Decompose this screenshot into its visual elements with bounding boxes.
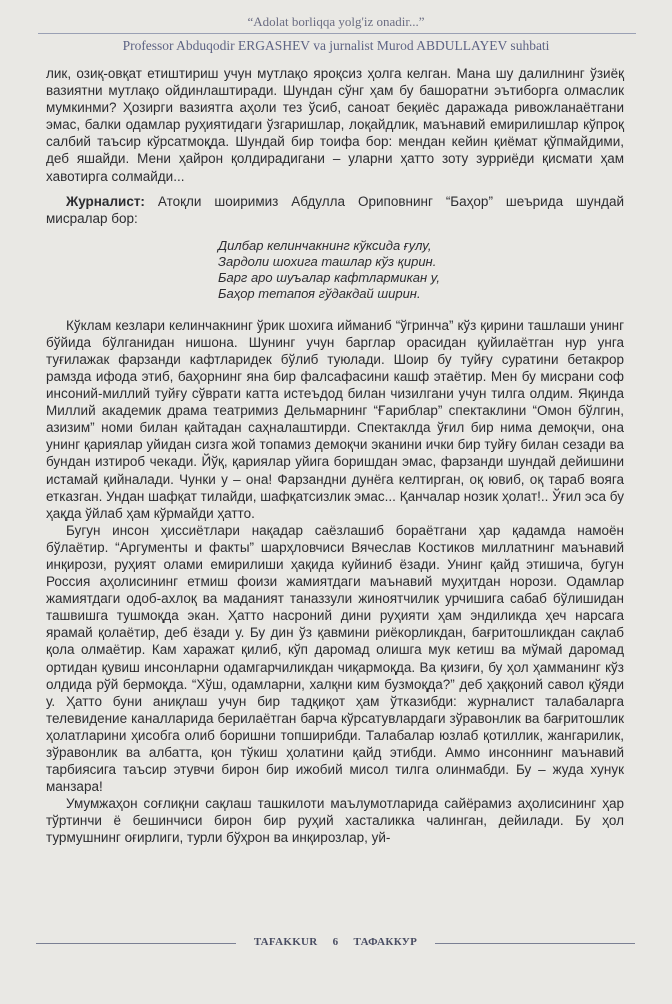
paragraph-5: Умумжаҳон соғлиқни сақлаш ташкилоти маълумотларида сайёрамиз аҳолисининг ҳар тўртинчи ё бешинчиси бирон бир руҳий хасталикка чалинган, дейилади. Бу ҳол турмушнинг оғирлиги, турли бўҳрон ва инқирозлар, уй-: [46, 796, 624, 846]
poem-line: Зардоли шохига ташлар кўз қирин.: [218, 254, 437, 270]
poem-line: Дилбар келинчакнинг кўксида ғулу,: [218, 237, 432, 253]
poem-quote: [218, 238, 624, 303]
paragraph-1: лик, озиқ-овқат етиштириш учун мутлақо яроқсиз ҳолга келган. Мана шу далилнинг ўзиёқ вазиятни мутлақо ойдинлаштиради. Шундан сўнг ҳам бу башоратни эътиборга олмаслик мумкинми? Ҳозирги вазиятга аҳоли тез ўсиб, саноат беқиёс даражада ривожланаётгани эмас, балки одамлар руҳиятидаги ўзгаришлар, лоқайдлик, маънавий емирилишлар кўпроқ салбий таъсир кўрсатмоқда. Шундай бир тоифа бор: мендан кейин қиёмат қўпмайдими, деб яшайди. Мени ҳайрон қолдирадигани – уларни ҳатто зоту зурриёди қисмати ҳам хавотирга солмайди...: [46, 66, 624, 184]
running-header: [0, 0, 672, 60]
series-title: “Adolat borliqqa yolg'iz onadir...”: [247, 14, 425, 29]
interview-title: Professor Abduqodir ERGASHEV va jurnalist Murod ABDULLAYEV suhbati: [122, 38, 550, 53]
paragraph-3: Кўклам кезлари келинчакнинг ўрик шохига ийманиб “ўгринча” кўз қирини ташлаши унинг бўйида бўлганидан нишона. Шунинг учун барглар орасидан қуйилаётган нур унга туғилажак фарзанди кафтларидек бўлиб туюлади. Шоир бу туйғу суратини бетакрор рамзда ифода этиб, баҳорнинг яна бир фалсафасини кашф этаётир. Мен бу мисрани соф инсоний-миллий туйғу сўврати катта истеъдод билан чизилгани учун тилга олдим. Яқинда Миллий академик драма театримиз Дельмарнинг “Ғариблар” спектаклини “Омон бўлгин, азизим” номи билан қайтадан саҳналаштирди. Спектаклда ўғил бир нима демоқчи, она унинг қариялар уйидан сизга жой топамиз демоқчи эканини ички бир туйғу билан сезади ва бундан изтироб чекади. Йўқ, қариялар уйига боришдан эмас, фарзанди шундай дейишини истамай қийналади. Чунки у – она! Фарзандни дунёга келтирган, оқ ювиб, оқ тараб вояга етказган. Ундан шафқат тилайди, шафқатсизлик эмас... Қанчалар нозик ҳолат!.. Ўғил эса бу ҳақда ўйлаб ҳам кўрмайди ҳатто.: [46, 317, 624, 521]
poem-line: Баҳор тетапоя гўдакдай ширин.: [218, 286, 421, 302]
page-footer: [0, 934, 672, 954]
footer-divider-right: [435, 943, 635, 944]
paragraph-2-text: Атоқли шоиримиз Абдулла Ориповнинг “Баҳор” шеърида шундай мисралар бор:: [46, 193, 624, 226]
page-number: 6: [332, 936, 339, 948]
paragraph-4: Бугун инсон ҳиссиётлари нақадар саёзлашиб бораётгани ҳар қадамда намоён бўлаётир. “Аргументы и факты” шарҳловчиси Вячеслав Костиков миллатнинг маънавий инқирози, руҳият олами емирилиши ҳақида куйиниб ёзади. Унинг қайд этишича, бугун Россия аҳолисининг етмиш фоизи жамиятдаги маънавий муҳитдан норози. Одамлар жамиятдаги одоб-ахлоқ ва маданият таназзули жиноятчилик урчишига сабаб бўлишидан ташвишга тушмоқда экан. Ҳатто насроний дини руҳияти ҳам эндиликда ҳеч нарсага ярамай қолаётир, деб ёзади у. Бу дин ўз қавмини риёкорликдан, бағритошликдан сақлаб қола олмаётир. Кам харажат қилиб, кўп даромад олишга мук кетиш ва мўмай даромад ортидан қувиш инсонларни одамгарчиликдан чиқармоқда. Ва қизиғи, бу ҳол ҳамманинг кўз олдида рўй бермоқда. “Хўш, одамларни, халқни ким бузмоқда?” деб ҳаққоний савол қўяди у. Ҳатто буни аниқлаш учун бир тадқиқот ҳам ўтказибди: журналист талабаларга телевидение каналларида берилаётган барча кўрсатувлардаги зўравонлик ва бағритошлик ҳолатларини ҳисобга олиб боришни топширибди. Талабалар юзлаб қотиллик, жангарилик, зўравонлик ва албатта, қон тўкиш ҳолатини қайд этибди. Аммо инсоннинг маънавий тарбиясига таъсир этувчи бирон бир ижобий мисол тилга олинмабди. Бу – жуда хунук манзара!: [46, 522, 624, 795]
article-body: [46, 65, 624, 847]
magazine-name-latin: TAFAKKUR: [253, 936, 318, 948]
speaker-label: Журналист:: [66, 193, 145, 209]
poem-line: Барг аро шуъалар кафтлармикан у,: [218, 270, 441, 286]
header-divider: [38, 33, 636, 34]
footer-divider-left: [36, 943, 236, 944]
footer-label: [236, 936, 435, 948]
magazine-name-cyrillic: ТАФАККУР: [353, 936, 418, 948]
paragraph-2: [46, 193, 624, 227]
